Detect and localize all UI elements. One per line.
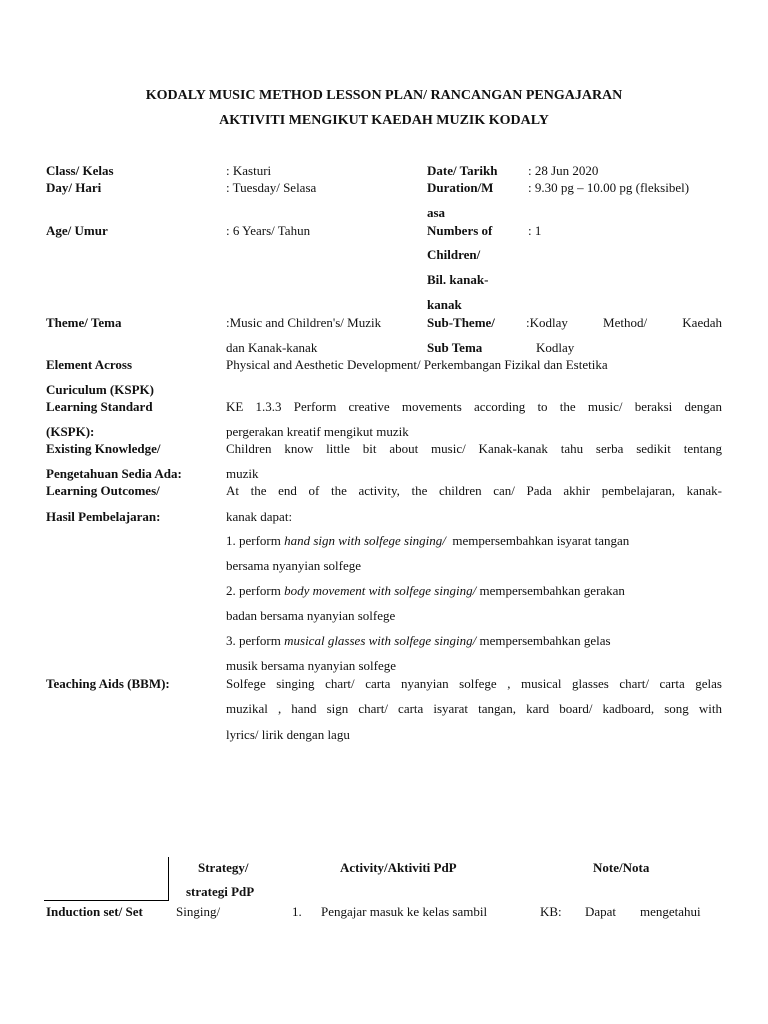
row-note-text-2: mengetahui xyxy=(640,904,701,919)
existing-knowledge-value: Children know little bit about music/ Kanak-kanak tahu serba sedikit tentang xyxy=(226,441,722,456)
learning-standard-label-cont: (KSPK): xyxy=(46,424,95,439)
subtheme-label-cont: Sub Tema xyxy=(427,340,483,355)
children-value: : 1 xyxy=(528,223,542,238)
date-value: : 28 Jun 2020 xyxy=(528,163,599,178)
outcome-item-3-prefix: 3. perform xyxy=(226,633,285,648)
outcome-item-3 xyxy=(226,633,611,649)
element-across-label-cont: Curiculum (KSPK) xyxy=(46,382,154,397)
learning-outcomes-label-cont: Hasil Pembelajaran: xyxy=(46,509,161,524)
learning-standard-value: KE 1.3.3 Perform creative movements according to the music/ beraksi dengan xyxy=(226,399,722,414)
duration-label-cont: asa xyxy=(427,205,446,220)
outcome-item-3-cont: musik bersama nyanyian solfege xyxy=(226,658,397,673)
element-across-label: Element Across xyxy=(46,357,133,372)
document-subtitle: AKTIVITI MENGIKUT KAEDAH MUZIK KODALY xyxy=(219,113,549,128)
outcome-item-2-italic: body movement with solfege singing/ xyxy=(284,583,477,598)
col-header-activity: Activity/Aktiviti PdP xyxy=(340,860,457,875)
subtheme-value: :Kodlay Method/ Kaedah xyxy=(526,315,722,330)
existing-knowledge-label-cont: Pengetahuan Sedia Ada: xyxy=(46,466,182,481)
outcome-item-3-italic: musical glasses with solfege singing/ xyxy=(284,633,477,648)
col-header-strategy: Strategy/ xyxy=(198,860,249,875)
row-activity-text: Pengajar masuk ke kelas sambil xyxy=(321,904,488,919)
subtheme-label: Sub-Theme/ xyxy=(427,315,495,330)
outcome-item-1 xyxy=(226,533,629,549)
duration-label: Duration/M xyxy=(427,180,494,195)
learning-outcomes-label: Learning Outcomes/ xyxy=(46,483,160,498)
outcome-item-2-cont: badan bersama nyanyian solfege xyxy=(226,608,396,623)
theme-value-cont: dan Kanak-kanak xyxy=(226,340,318,355)
table-column-divider xyxy=(168,857,169,901)
outcome-item-2 xyxy=(226,583,625,599)
age-value: : 6 Years/ Tahun xyxy=(226,223,311,238)
date-label: Date/ Tarikh xyxy=(427,163,498,178)
outcome-item-1-italic: hand sign with solfege singing/ xyxy=(284,533,446,548)
theme-label: Theme/ Tema xyxy=(46,315,122,330)
document-title: KODALY MUSIC METHOD LESSON PLAN/ RANCANGAN PENGAJARAN xyxy=(145,88,623,103)
children-label-3: Bil. kanak- xyxy=(427,272,489,287)
age-label: Age/ Umur xyxy=(46,223,108,238)
existing-knowledge-value-cont: muzik xyxy=(226,466,259,481)
row-stage-label: Induction set/ Set xyxy=(46,904,143,919)
outcome-item-1-suffix: mempersembahkan isyarat tangan xyxy=(445,533,630,548)
col-header-strategy-cont: strategi PdP xyxy=(186,884,255,899)
learning-outcomes-intro-cont: kanak dapat: xyxy=(226,509,293,524)
children-label-4: kanak xyxy=(427,297,462,312)
row-activity-number: 1. xyxy=(292,904,302,919)
subtheme-value-cont: Kodlay xyxy=(536,340,575,355)
table-header-underline xyxy=(44,900,169,901)
existing-knowledge-label: Existing Knowledge/ xyxy=(46,441,161,456)
row-note-label: KB: xyxy=(540,904,562,919)
row-strategy-value: Singing/ xyxy=(176,904,221,919)
learning-outcomes-intro: At the end of the activity, the children can/ Pada akhir pembelajaran, kanak- xyxy=(226,483,722,498)
col-header-note: Note/Nota xyxy=(593,860,650,875)
class-label: Class/ Kelas xyxy=(46,163,114,178)
outcome-item-1-cont: bersama nyanyian solfege xyxy=(226,558,362,573)
class-value: : Kasturi xyxy=(226,163,272,178)
outcome-item-3-suffix: mempersembahkan gelas xyxy=(476,633,611,648)
day-label: Day/ Hari xyxy=(46,180,102,195)
outcome-item-2-suffix: mempersembahkan gerakan xyxy=(476,583,625,598)
children-label-1: Numbers of xyxy=(427,223,493,238)
teaching-aids-label: Teaching Aids (BBM): xyxy=(46,676,170,691)
teaching-aids-value-end: lyrics/ lirik dengan lagu xyxy=(226,727,350,742)
theme-value: :Music and Children's/ Muzik xyxy=(226,315,382,330)
row-note-text-1: Dapat xyxy=(585,904,617,919)
day-value: : Tuesday/ Selasa xyxy=(226,180,317,195)
outcome-item-2-prefix: 2. perform xyxy=(226,583,285,598)
element-across-value: Physical and Aesthetic Development/ Perkembangan Fizikal dan Estetika xyxy=(226,357,608,372)
outcome-item-1-prefix: 1. perform xyxy=(226,533,285,548)
learning-standard-label: Learning Standard xyxy=(46,399,153,414)
children-label-2: Children/ xyxy=(427,247,481,262)
teaching-aids-value: Solfege singing chart/ carta nyanyian solfege , musical glasses chart/ carta gelas xyxy=(226,676,722,691)
duration-value: : 9.30 pg – 10.00 pg (fleksibel) xyxy=(528,180,690,195)
learning-standard-value-cont: pergerakan kreatif mengikut muzik xyxy=(226,424,409,439)
teaching-aids-value-cont: muzikal , hand sign chart/ carta isyarat tangan, kard board/ kadboard, song with xyxy=(226,701,722,716)
